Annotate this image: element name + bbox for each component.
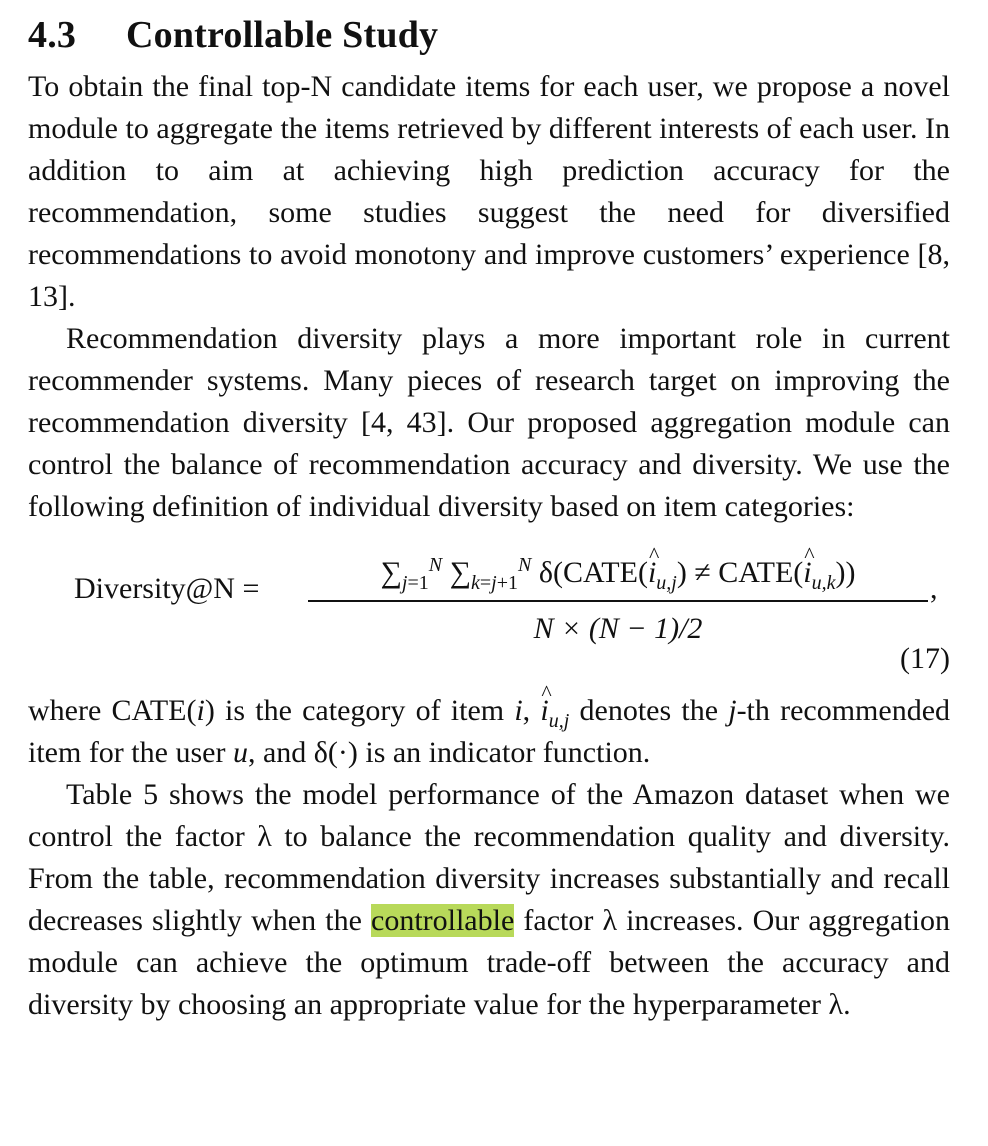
equation-number: (17) bbox=[900, 642, 950, 675]
equation-lhs: Diversity@N = bbox=[74, 572, 260, 605]
equation-denominator: N × (N − 1)/2 bbox=[533, 612, 703, 645]
numerator-close: )) bbox=[835, 556, 856, 589]
section-title: Controllable Study bbox=[126, 14, 439, 56]
sum-k: $\sum_{k=j+1}^N$ bbox=[449, 554, 532, 594]
paragraph-1: To obtain the final top-N candidate items for each user, we propose a novel module to aggregate the items retrieved by different interests of each user. In addition to aim at achieving high prediction accuracy for the recommendation, some studies suggest the need for diversified recommendations to avoid monotony and improve customers’ experience [8, 13]. bbox=[28, 70, 950, 313]
sum-j: $\sum_{j=1}^N$ bbox=[380, 554, 443, 594]
paragraph-3: where CATE(i) is the category of item i, ^ $i_{u,j}$ denotes the j-th recommended item for the user u, and δ(·) is an indicator function. bbox=[28, 690, 950, 774]
section-number: 4.3 bbox=[28, 14, 77, 56]
paragraph-2: Recommendation diversity plays a more important role in current recommender systems. Many pieces of research target on improving the recommendation diversity [4, 43]. Our proposed aggregation module can control the balance of recommendation accuracy and diversity. We use the following definition of individual diversity based on item categories: bbox=[28, 322, 950, 523]
highlighted-word: controllable bbox=[371, 904, 515, 937]
fraction-bar bbox=[308, 600, 928, 602]
paragraph-4: Table 5 shows the model performance of the Amazon dataset when we control the factor λ to balance the recommendation quality and diversity. From the table, recommendation diversity increases substantially and recall decreases slightly when the controllable factor λ increases. Our aggregation module can achieve the optimum trade-off between the accuracy and diversity by choosing an appropriate value for the hyperparameter λ. bbox=[28, 778, 951, 1021]
numerator-delta: δ(CATE( bbox=[538, 556, 648, 589]
paper-page bbox=[28, 12, 950, 1026]
equation-fraction bbox=[308, 542, 928, 652]
equation-comma: , bbox=[930, 572, 938, 605]
numerator-neq: ) ≠ CATE( bbox=[676, 556, 804, 589]
section-heading bbox=[28, 12, 950, 58]
equation-17 bbox=[28, 542, 950, 690]
equation-numerator: $\sum_{j=1}^N$ $\sum_{k=j+1}^N$ δ(CATE(^ $i_{u,j}$) ≠ CATE(^ $i_{u,k}$)) bbox=[308, 542, 928, 600]
